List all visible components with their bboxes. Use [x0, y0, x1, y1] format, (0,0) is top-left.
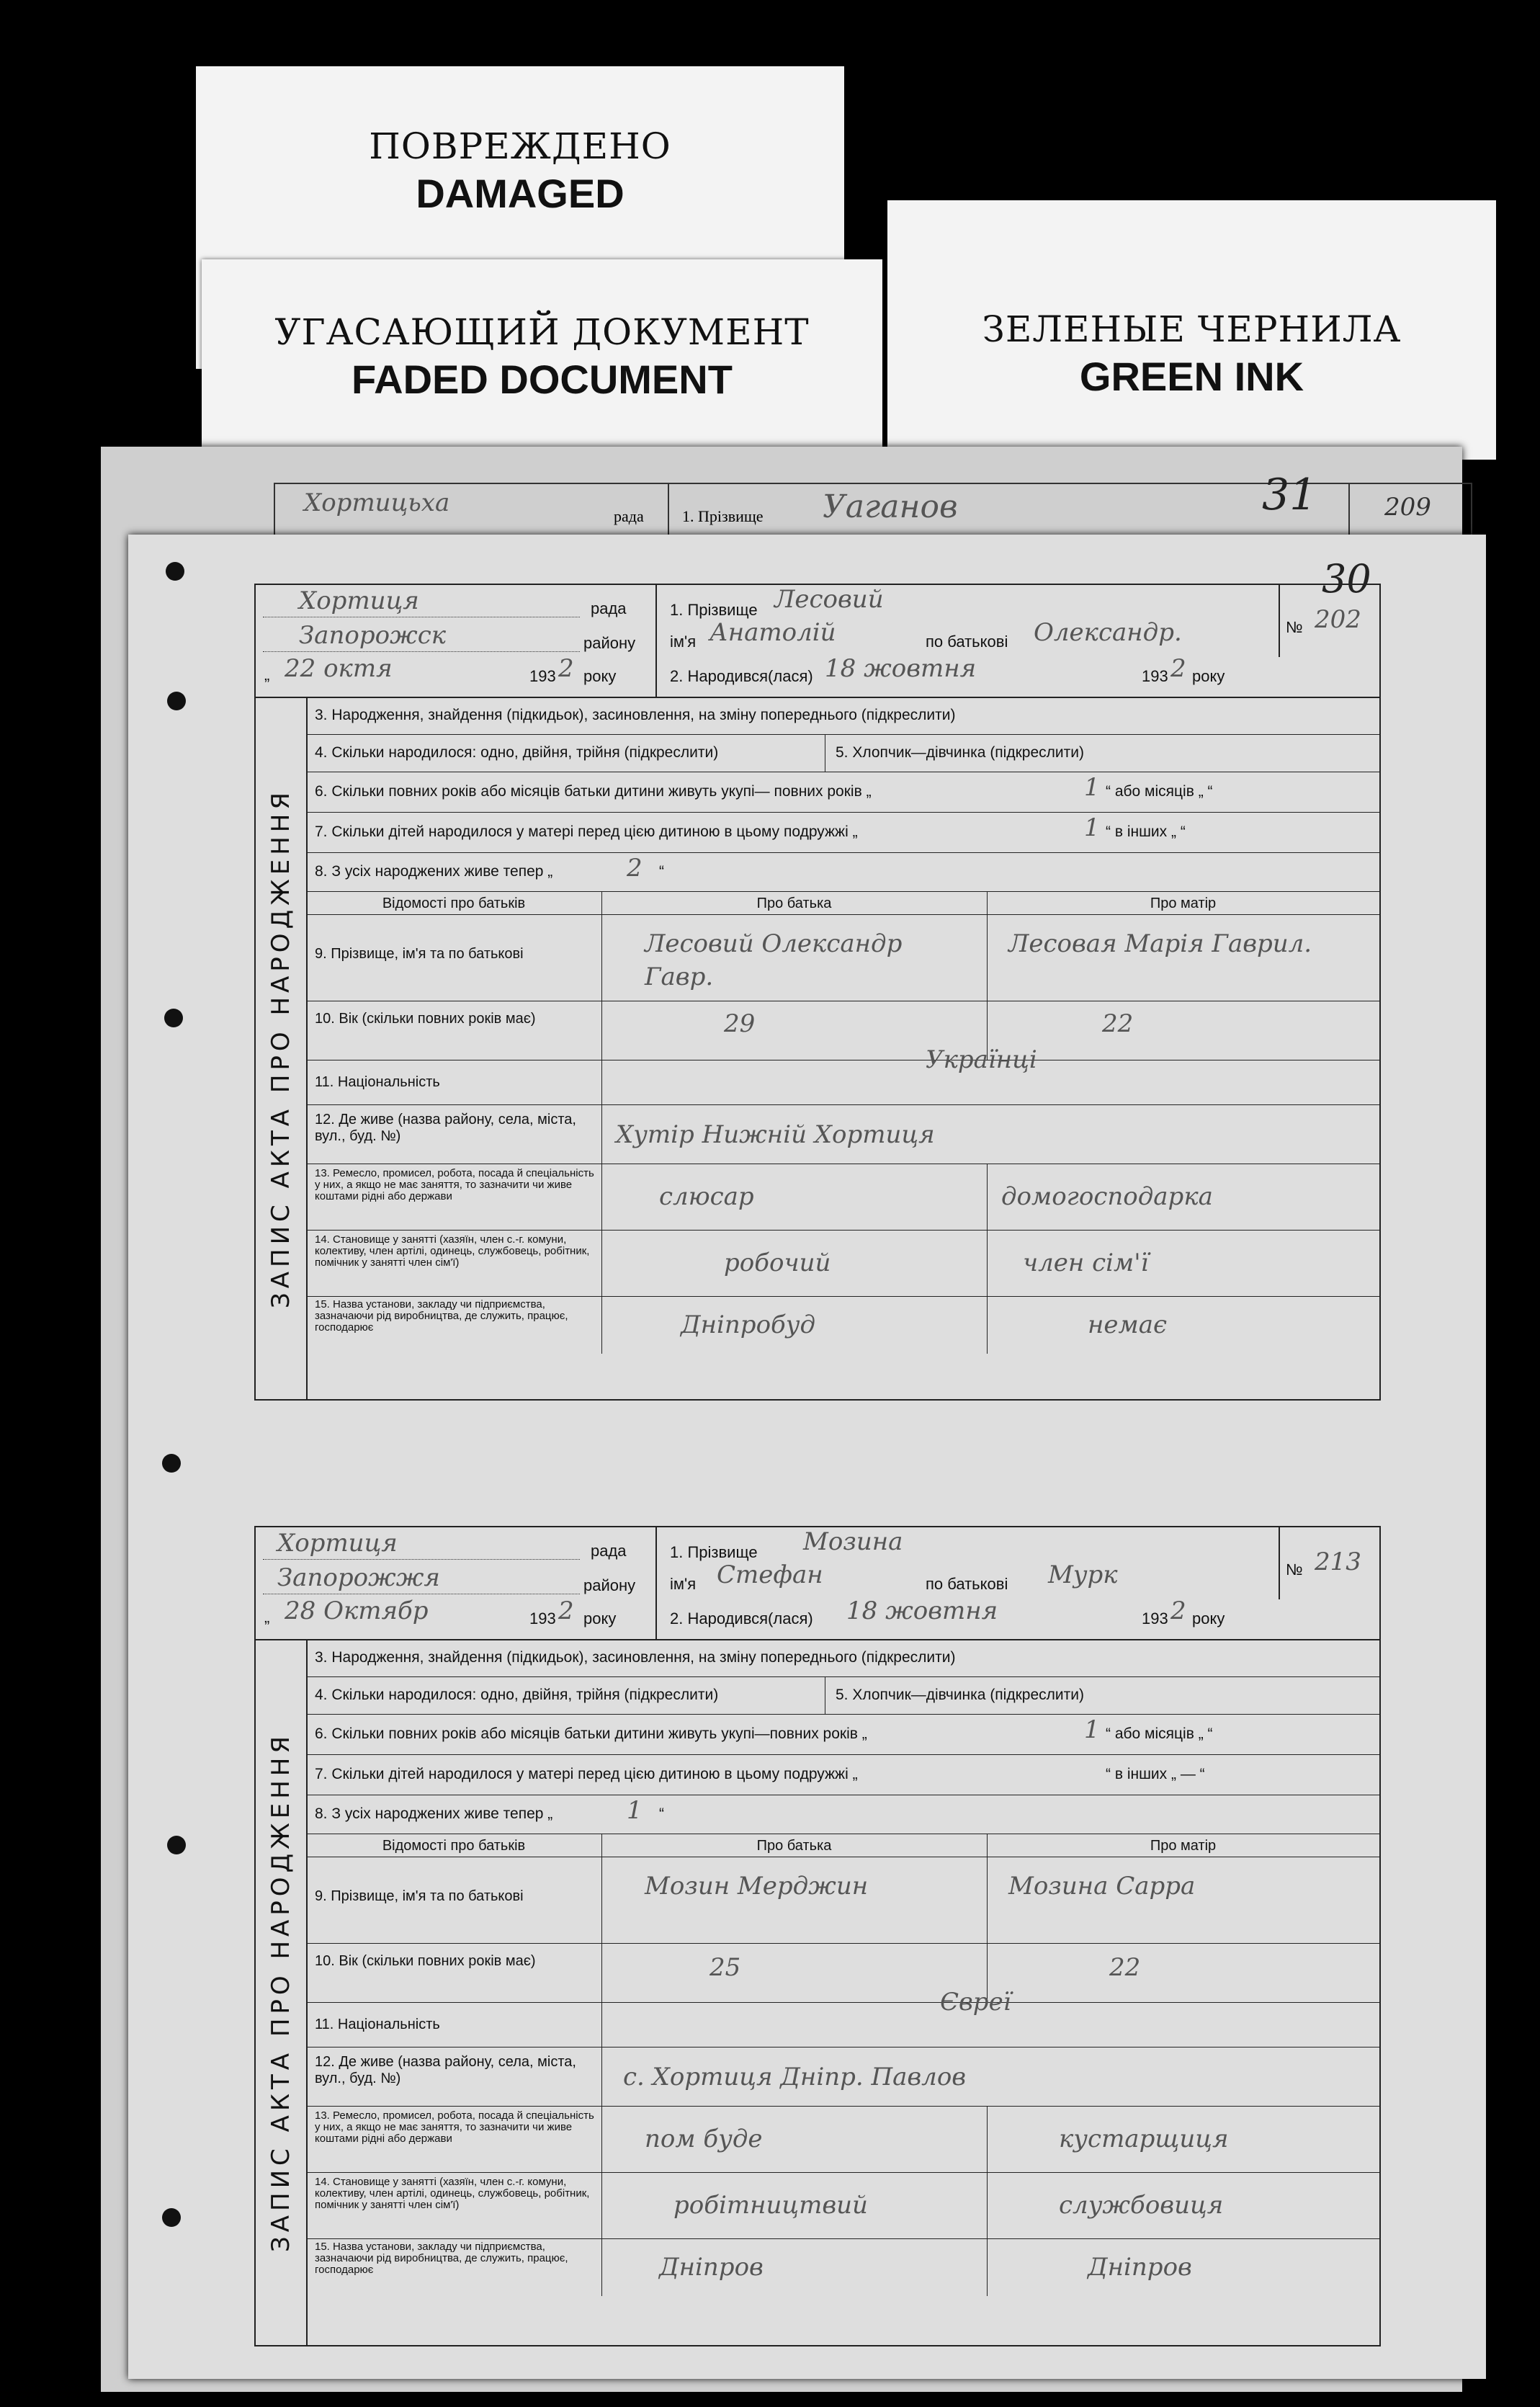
- row-13-label: 13. Ремесло, промисел, робота, посада й спеціальність у них, а якщо не має заняття, то зазначити чи живе коштами рідні або держави: [315, 1167, 594, 1202]
- row-13: [306, 1164, 1379, 1231]
- rayon-label: району: [583, 1576, 636, 1594]
- punch-hole: [167, 692, 186, 710]
- row-15-label: 15. Назва установи, закладу чи підприємства, зазначаючи рід виробництва, де служить, працює, господарює: [315, 2241, 568, 2276]
- registration-year-suffix: року: [583, 667, 617, 685]
- col-info-header: Відомості про батьків: [382, 1838, 526, 1854]
- col-father-header: Про батька: [756, 1838, 832, 1854]
- registration-year-label: 193: [529, 667, 556, 685]
- father-workplace-handwriting: Дніпробуд: [681, 1310, 816, 1339]
- mother-status-handwriting: член сім'ї: [1023, 1249, 1149, 1277]
- question-8: 8. З усіх народжених живе тепер „: [315, 863, 553, 880]
- back-rada-handwriting: Хортицьха: [304, 488, 450, 517]
- parents-table-header: [306, 1834, 1379, 1857]
- nationality-handwriting: Євреї: [940, 1988, 1011, 2017]
- name-label: ім'я: [670, 1575, 697, 1593]
- row-14: [306, 2172, 1379, 2239]
- birth-record-form-bottom: [254, 1526, 1381, 2346]
- born-year-label: 193: [1142, 1609, 1168, 1627]
- rayon-handwriting: Запорожжя: [277, 1563, 440, 1592]
- row-10: [306, 1943, 1379, 2003]
- father-name-handwriting: Лесовий Олександр Гавр.: [645, 929, 903, 991]
- form-header: [256, 585, 1379, 698]
- question-6-row: [306, 1714, 1379, 1755]
- surname-label: 1. Прізвище: [670, 1543, 758, 1561]
- question-4-5-row: [306, 1676, 1379, 1715]
- born-year-suffix: року: [1192, 667, 1225, 685]
- punch-hole: [167, 1836, 186, 1854]
- question-8: 8. З усіх народжених живе тепер „: [315, 1805, 553, 1822]
- back-rada-label: рада: [614, 507, 644, 525]
- rada-label: рада: [591, 1542, 627, 1560]
- registry-office-block: Хортиця рада Запорожск району „ 22 октя 193 2 року: [256, 585, 657, 697]
- born-date-handwriting: 18 жовтня: [846, 1597, 998, 1625]
- question-8-answer: 2: [627, 854, 643, 883]
- question-3: 3. Народження, знайдення (підкидьок), засиновлення, на зміну попереднього (підкреслити): [315, 1649, 956, 1666]
- father-age-handwriting: 29: [724, 1009, 756, 1038]
- punch-hole: [164, 1009, 183, 1027]
- question-8-tail: “: [659, 863, 664, 880]
- row-9-label: 9. Прізвище, ім'я та по батькові: [315, 1888, 524, 1904]
- row-9-label: 9. Прізвище, ім'я та по батькові: [315, 946, 524, 962]
- question-6: 6. Скільки повних років або місяців батьки дитини живуть укупі— повних років „: [315, 783, 872, 800]
- row-15-label: 15. Назва установи, закладу чи підприємства, зазначаючи рід виробництва, де служить, працює, господарює: [315, 1298, 568, 1334]
- question-3-row: [306, 1639, 1379, 1677]
- side-title-column: [256, 1639, 308, 2345]
- father-name-handwriting: Мозин Мерджин: [645, 1872, 869, 1901]
- born-year-suffix: року: [1192, 1609, 1225, 1627]
- side-title: ЗАПИС АКТА ПРО НАРОДЖЕННЯ: [267, 1732, 295, 2252]
- row-9: [306, 914, 1379, 1001]
- row-15: [306, 2238, 1379, 2296]
- col-father-header: Про батька: [756, 896, 832, 911]
- rayon-label: району: [583, 634, 636, 652]
- rada-handwriting: Хортиця: [299, 586, 419, 615]
- question-6-tail: “ або місяців „ “: [1106, 783, 1213, 800]
- back-number-handwriting: 31: [1262, 470, 1317, 520]
- faded-document-label-card: [202, 259, 882, 465]
- row-12: [306, 2047, 1379, 2107]
- row-12-label: 12. Де живе (назва району, села, міста, вул., буд. №): [315, 1112, 576, 1144]
- registration-year-suffix: року: [583, 1609, 617, 1627]
- question-4-5-row: [306, 734, 1379, 772]
- mother-name-handwriting: Лесовая Марія Гаврил.: [1008, 929, 1312, 958]
- residence-handwriting: с. Хортиця Дніпр. Павлов: [623, 2063, 967, 2091]
- row-13-label: 13. Ремесло, промисел, робота, посада й спеціальність у них, а якщо не має заняття, то зазначити чи живе коштами рідні або держави: [315, 2109, 594, 2145]
- mother-workplace-handwriting: немає: [1088, 1310, 1168, 1339]
- row-11: [306, 1045, 1379, 1105]
- row-12: [306, 1104, 1379, 1164]
- back-surname-label: 1. Прізвище: [682, 507, 764, 525]
- green-label-en: GREEN INK: [1079, 354, 1304, 399]
- father-workplace-handwriting: Дніпров: [659, 2253, 764, 2282]
- question-7: 7. Скільки дітей народилося у матері перед цією дитиною в цьому подружжі „: [315, 823, 858, 840]
- registry-office-block: Хортиця рада Запорожжя району „ 28 Октябр 193 2 року: [256, 1527, 657, 1639]
- registration-date-handwriting: 22 октя: [285, 654, 393, 683]
- parents-table-header: [306, 891, 1379, 915]
- mother-age-handwriting: 22: [1109, 1953, 1141, 1982]
- father-occupation-handwriting: слюсар: [659, 1182, 754, 1211]
- question-5: 5. Хлопчик—дівчинка (підкреслити): [836, 1687, 1084, 1703]
- born-year-label: 193: [1142, 667, 1168, 685]
- question-6-row: [306, 772, 1379, 813]
- row-14-label: 14. Становище у занятті (хазяїн, член с.-г. комуни, колективу, член артілі, одинець, службовець, робітник, помічник у занятті член сім'ї): [315, 2176, 590, 2211]
- green-label-ru: ЗЕЛЕНЫЕ ЧЕРНИЛА: [982, 308, 1402, 350]
- rayon-handwriting: Запорожск: [299, 621, 447, 650]
- question-4: 4. Скільки народилося: одно, двійня, трійня (підкреслити): [315, 744, 719, 761]
- question-7-row: [306, 812, 1379, 853]
- question-7-row: [306, 1754, 1379, 1795]
- born-year-handwriting: 2: [1170, 654, 1186, 683]
- back-number2-handwriting: 209: [1384, 493, 1431, 522]
- row-13: [306, 2106, 1379, 2173]
- born-year-handwriting: 2: [1170, 1597, 1186, 1625]
- question-6-answer: 1: [1084, 773, 1100, 802]
- faded-label-en: FADED DOCUMENT: [352, 357, 733, 402]
- back-surname-handwriting: Уаганов: [823, 488, 958, 525]
- row-11: [306, 1988, 1379, 2047]
- patronymic-handwriting: Олександр.: [1034, 618, 1182, 647]
- damaged-label-ru: ПОВРЕЖДЕНО: [369, 125, 671, 167]
- father-occupation-handwriting: пом буде: [645, 2125, 763, 2153]
- birth-record-form-top: [254, 556, 1381, 1401]
- row-10: [306, 1001, 1379, 1060]
- record-number-value: 202: [1315, 605, 1361, 634]
- father-status-handwriting: робочий: [724, 1249, 831, 1277]
- registration-year-label: 193: [529, 1609, 556, 1627]
- patronymic-label: по батькові: [926, 633, 1008, 651]
- col-info-header: Відомості про батьків: [382, 896, 526, 911]
- surname-label: 1. Прізвище: [670, 601, 758, 619]
- row-10-label: 10. Вік (скільки повних років має): [315, 1011, 536, 1027]
- record-number-label: №: [1286, 1560, 1303, 1578]
- question-6-tail: “ або місяців „ “: [1106, 1725, 1213, 1742]
- faded-label-ru: УГАСАЮЩИЙ ДОКУМЕНТ: [274, 311, 810, 353]
- question-8-answer: 1: [627, 1796, 643, 1825]
- question-7-answer: 1: [1084, 813, 1100, 842]
- mother-occupation-handwriting: домогосподарка: [1001, 1182, 1213, 1211]
- registration-year-handwriting: 2: [558, 1597, 574, 1625]
- row-14-label: 14. Становище у занятті (хазяїн, член с.-г. комуни, колективу, член артілі, одинець, службовець, робітник, помічник у занятті член сім'ї): [315, 1233, 590, 1269]
- question-7: 7. Скільки дітей народилося у матері перед цією дитиною в цьому подружжі „: [315, 1766, 858, 1782]
- record-number-label: №: [1286, 618, 1303, 636]
- name-label: ім'я: [670, 633, 697, 651]
- col-mother-header: Про матір: [1150, 896, 1217, 911]
- surname-handwriting: Лесовий: [774, 585, 884, 614]
- side-title: ЗАПИС АКТА ПРО НАРОДЖЕННЯ: [267, 787, 295, 1308]
- registration-date-handwriting: 28 Октябр: [285, 1597, 429, 1625]
- mother-occupation-handwriting: кустарщиця: [1059, 2125, 1229, 2153]
- row-9: [306, 1857, 1379, 1944]
- question-5: 5. Хлопчик—дівчинка (підкреслити): [836, 744, 1084, 761]
- side-title-column: [256, 697, 308, 1399]
- patronymic-handwriting: Мурк: [1048, 1560, 1118, 1589]
- row-10-label: 10. Вік (скільки повних років має): [315, 1953, 536, 1969]
- father-status-handwriting: робітництвий: [673, 2191, 868, 2220]
- row-15: [306, 1296, 1379, 1354]
- record-number-handwriting: 30: [1322, 556, 1371, 602]
- born-date-handwriting: 18 жовтня: [825, 654, 977, 683]
- form-header: [256, 1527, 1379, 1640]
- surname-handwriting: Мозина: [803, 1527, 903, 1556]
- father-age-handwriting: 25: [709, 1953, 741, 1982]
- punch-hole: [162, 2208, 181, 2227]
- question-8-row: [306, 852, 1379, 892]
- question-4: 4. Скільки народилося: одно, двійня, трійня (підкреслити): [315, 1687, 719, 1703]
- mother-name-handwriting: Мозина Сарра: [1008, 1872, 1196, 1901]
- question-3-row: [306, 697, 1379, 735]
- registration-year-handwriting: 2: [558, 654, 574, 683]
- row-11-label: 11. Національність: [315, 1074, 440, 1090]
- row-11-label: 11. Національність: [315, 2017, 440, 2032]
- question-6-answer: 1: [1084, 1715, 1100, 1744]
- row-12-label: 12. Де живе (назва району, села, міста, вул., буд. №): [315, 2054, 576, 2086]
- rada-label: рада: [591, 599, 627, 617]
- punch-hole: [166, 562, 184, 581]
- nationality-handwriting: Українці: [926, 1045, 1037, 1074]
- patronymic-label: по батькові: [926, 1575, 1008, 1593]
- question-6: 6. Скільки повних років або місяців батьки дитини живуть укупі—повних років „: [315, 1725, 867, 1742]
- rada-handwriting: Хортиця: [277, 1529, 398, 1558]
- green-ink-label-card: [887, 200, 1496, 460]
- damaged-label-en: DAMAGED: [416, 171, 624, 216]
- mother-workplace-handwriting: Дніпров: [1088, 2253, 1192, 2282]
- question-8-tail: “: [659, 1805, 664, 1822]
- mother-status-handwriting: службовиця: [1059, 2191, 1224, 2220]
- col-mother-header: Про матір: [1150, 1838, 1217, 1854]
- record-number-value: 213: [1315, 1548, 1361, 1576]
- question-7-tail: “ в інших „ — “: [1106, 1766, 1205, 1782]
- question-8-row: [306, 1795, 1379, 1834]
- born-label: 2. Народився(лася): [670, 1609, 813, 1627]
- residence-handwriting: Хутір Нижній Хортиця: [616, 1120, 935, 1149]
- punch-hole: [162, 1454, 181, 1473]
- name-handwriting: Анатолій: [709, 618, 836, 647]
- question-7-tail: “ в інших „ “: [1106, 823, 1186, 840]
- name-handwriting: Стефан: [717, 1560, 823, 1589]
- row-14: [306, 1230, 1379, 1297]
- born-label: 2. Народився(лася): [670, 667, 813, 685]
- question-3: 3. Народження, знайдення (підкидьок), засиновлення, на зміну попереднього (підкреслити): [315, 707, 956, 723]
- mother-age-handwriting: 22: [1102, 1009, 1134, 1038]
